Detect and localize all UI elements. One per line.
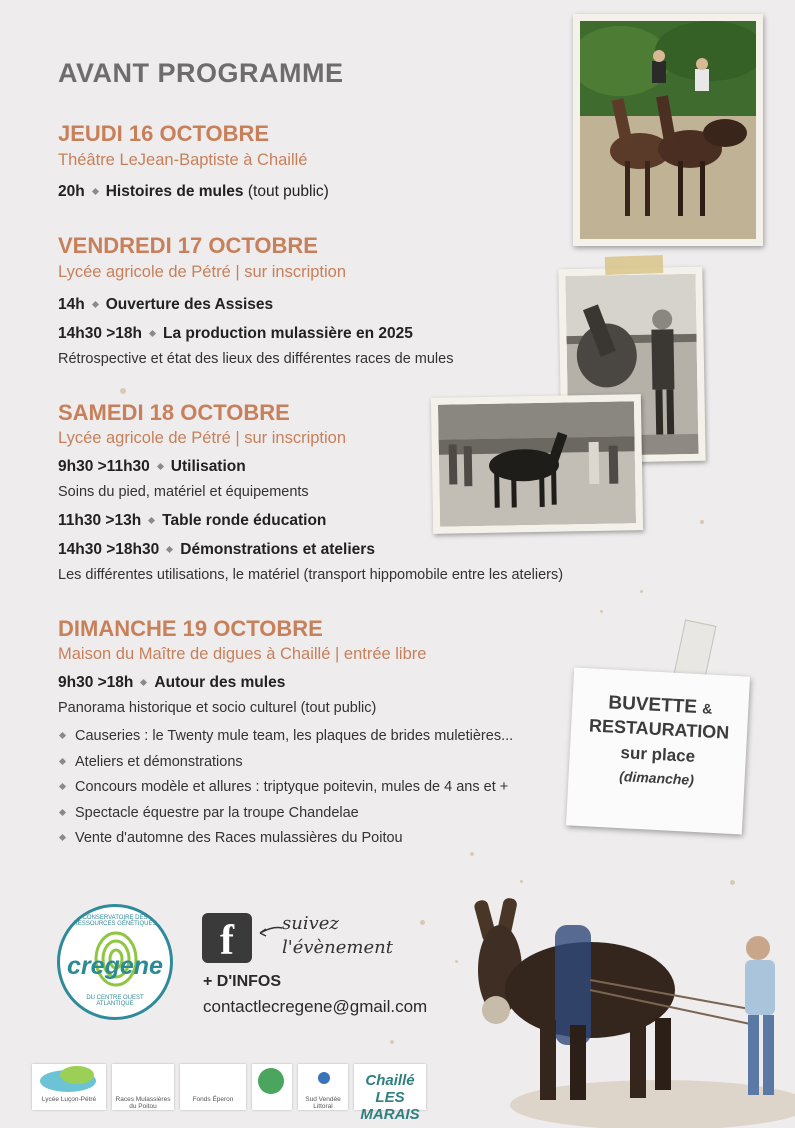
speck <box>390 1040 394 1044</box>
event-line: 9h30 >18h Autour des mules <box>58 674 286 691</box>
diamond-bullet-icon <box>148 517 155 524</box>
event-description: Soins du pied, matériel et équipements <box>58 484 309 500</box>
diamond-bullet-icon <box>157 463 164 470</box>
diamond-bullet-icon <box>59 808 66 815</box>
photo-vintage-mule-show <box>431 394 643 534</box>
note-line4: (dimanche) <box>618 768 695 788</box>
list-item: Vente d'automne des Races mulassières du Poitou <box>58 830 513 856</box>
day-heading-thursday: JEUDI 16 OCTOBRE <box>58 121 270 146</box>
speck <box>600 610 603 613</box>
partner-logo-chaille: Chaillé LES MARAIS <box>354 1064 426 1110</box>
more-info-label: + D'INFOS <box>203 973 282 990</box>
note-line2: RESTAURATION <box>588 715 730 743</box>
vintage-show-image <box>438 401 636 526</box>
plowing-mule-image <box>470 890 795 1128</box>
note-line1: BUVETTE & <box>607 692 713 718</box>
diamond-bullet-icon <box>59 783 66 790</box>
arrow-icon <box>258 924 284 938</box>
list-item: Causeries : le Twenty mule team, les plaques de brides muletières... <box>58 728 513 754</box>
day-heading-friday: VENDREDI 17 OCTOBRE <box>58 233 318 258</box>
event-line: 11h30 >13h Table ronde éducation <box>58 512 327 529</box>
diamond-bullet-icon <box>149 330 156 337</box>
list-item: Ateliers et démonstrations <box>58 754 513 780</box>
event-description: Les différentes utilisations, le matériel (transport hippomobile entre les ateliers) <box>58 567 564 583</box>
mule-team-image <box>580 21 756 239</box>
diamond-bullet-icon <box>140 679 147 686</box>
diamond-bullet-icon <box>59 834 66 841</box>
partner-logo-races-mulassieres: Races Mulassières du Poitou <box>112 1064 174 1110</box>
event-description: Rétrospective et état des lieux des différentes races de mules <box>58 351 454 367</box>
list-item: Concours modèle et allures : triptyque poitevin, mules de 4 ans et + <box>58 779 513 805</box>
sunday-activities-list <box>58 728 513 856</box>
green-circle-logo-shape <box>258 1068 284 1094</box>
speck <box>730 880 735 885</box>
cregene-name: cregene <box>67 952 163 980</box>
day-heading-saturday: SAMEDI 18 OCTOBRE <box>58 400 290 425</box>
day-venue-sunday: Maison du Maître de digues à Chaillé | entrée libre <box>58 645 427 663</box>
partner-logo-sud-vendee: Sud Vendée Littoral <box>298 1064 348 1110</box>
note-line3: sur place <box>620 743 696 766</box>
tape-strip <box>605 255 664 275</box>
partner-logo-lycee: Lycée Luçon-Pétré <box>32 1064 106 1110</box>
list-item: Spectacle équestre par la troupe Chandelae <box>58 805 513 831</box>
speck <box>455 960 458 963</box>
speck <box>420 920 425 925</box>
diamond-bullet-icon <box>59 757 66 764</box>
event-line: 14h30 >18h La production mulassière en 2025 <box>58 325 413 342</box>
partner-logo-fonds-eperon: Fonds Éperon <box>180 1064 246 1110</box>
cregene-ring-bottom: DU CENTRE OUEST ATLANTIQUE <box>86 995 144 1007</box>
diamond-bullet-icon <box>59 732 66 739</box>
day-venue-friday: Lycée agricole de Pétré | sur inscription <box>58 263 347 281</box>
event-line: 9h30 >11h30 Utilisation <box>58 458 246 475</box>
lycee-logo-shape <box>60 1066 94 1084</box>
speck <box>520 880 523 883</box>
day-venue-saturday: Lycée agricole de Pétré | sur inscription <box>58 429 347 447</box>
facebook-icon[interactable]: f <box>202 913 252 963</box>
event-line: 14h30 >18h30 Démonstrations et ateliers <box>58 541 375 558</box>
speck <box>700 520 704 524</box>
cregene-logo <box>57 904 173 1020</box>
speck <box>120 388 126 394</box>
cregene-ring-top: CONSERVATOIRE DES RESSOURCES GÉNÉTIQUES <box>73 915 157 927</box>
speck <box>640 590 643 593</box>
event-line: 14h Ouverture des Assises <box>58 296 274 313</box>
event-line: 20h Histoires de mules (tout public) <box>58 183 329 200</box>
contact-email-link[interactable]: contactlecregene@gmail.com <box>203 997 428 1016</box>
diamond-bullet-icon <box>92 301 99 308</box>
buvette-restauration-note <box>566 668 750 835</box>
photo-mule-team <box>573 14 763 246</box>
page-title: AVANT PROGRAMME <box>58 58 344 88</box>
diamond-bullet-icon <box>92 188 99 195</box>
day-heading-sunday: DIMANCHE 19 OCTOBRE <box>58 616 323 641</box>
day-venue-thursday: Théâtre LeJean-Baptiste à Chaillé <box>58 151 308 169</box>
event-description: Panorama historique et socio culturel (tout public) <box>58 700 377 716</box>
sud-vendee-logo-shape <box>318 1072 330 1084</box>
follow-event-text: suivez l'évènement <box>282 913 393 958</box>
diamond-bullet-icon <box>166 546 173 553</box>
